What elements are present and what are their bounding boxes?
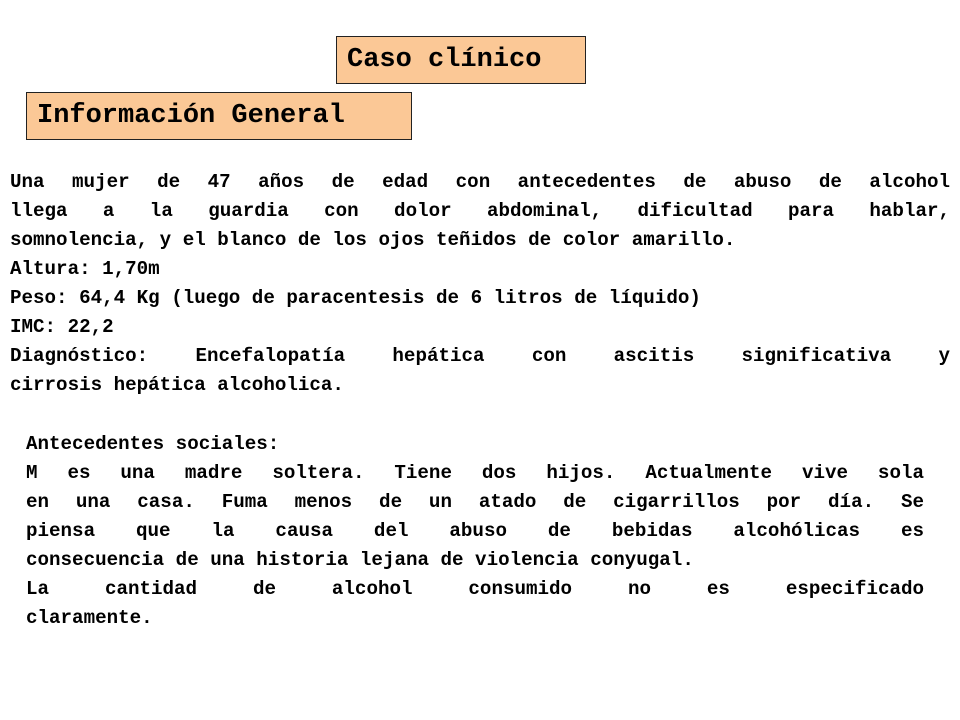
weight-line: Peso: 64,4 Kg (luego de paracentesis de 6 litros de líquido)	[10, 287, 701, 309]
social-info-line: piensa que la causa del abuso de bebidas alcohólicas es	[26, 520, 924, 542]
general-info-line: Una mujer de 47 años de edad con antecedentes de abuso de alcohol	[10, 171, 950, 193]
diagnosis-line: cirrosis hepática alcoholica.	[10, 374, 344, 396]
general-info-title: Información General	[26, 92, 412, 140]
bmi-line: IMC: 22,2	[10, 316, 114, 338]
social-info-paragraph	[26, 430, 924, 633]
height-line: Altura: 1,70m	[10, 258, 160, 280]
case-title: Caso clínico	[336, 36, 586, 84]
general-info-line: llega a la guardia con dolor abdominal, dificultad para hablar,	[10, 200, 950, 222]
social-info-line: consecuencia de una historia lejana de violencia conyugal.	[26, 549, 694, 571]
general-info-paragraph	[10, 168, 950, 400]
social-info-line: M es una madre soltera. Tiene dos hijos. Actualmente vive sola	[26, 462, 924, 484]
social-info-heading: Antecedentes sociales:	[26, 433, 280, 455]
general-info-line: somnolencia, y el blanco de los ojos teñidos de color amarillo.	[10, 229, 736, 251]
social-info-line: claramente.	[26, 607, 153, 629]
social-info-line: La cantidad de alcohol consumido no es especificado	[26, 578, 924, 600]
social-info-line: en una casa. Fuma menos de un atado de cigarrillos por día. Se	[26, 491, 924, 513]
diagnosis-line: Diagnóstico: Encefalopatía hepática con ascitis significativa y	[10, 345, 950, 367]
